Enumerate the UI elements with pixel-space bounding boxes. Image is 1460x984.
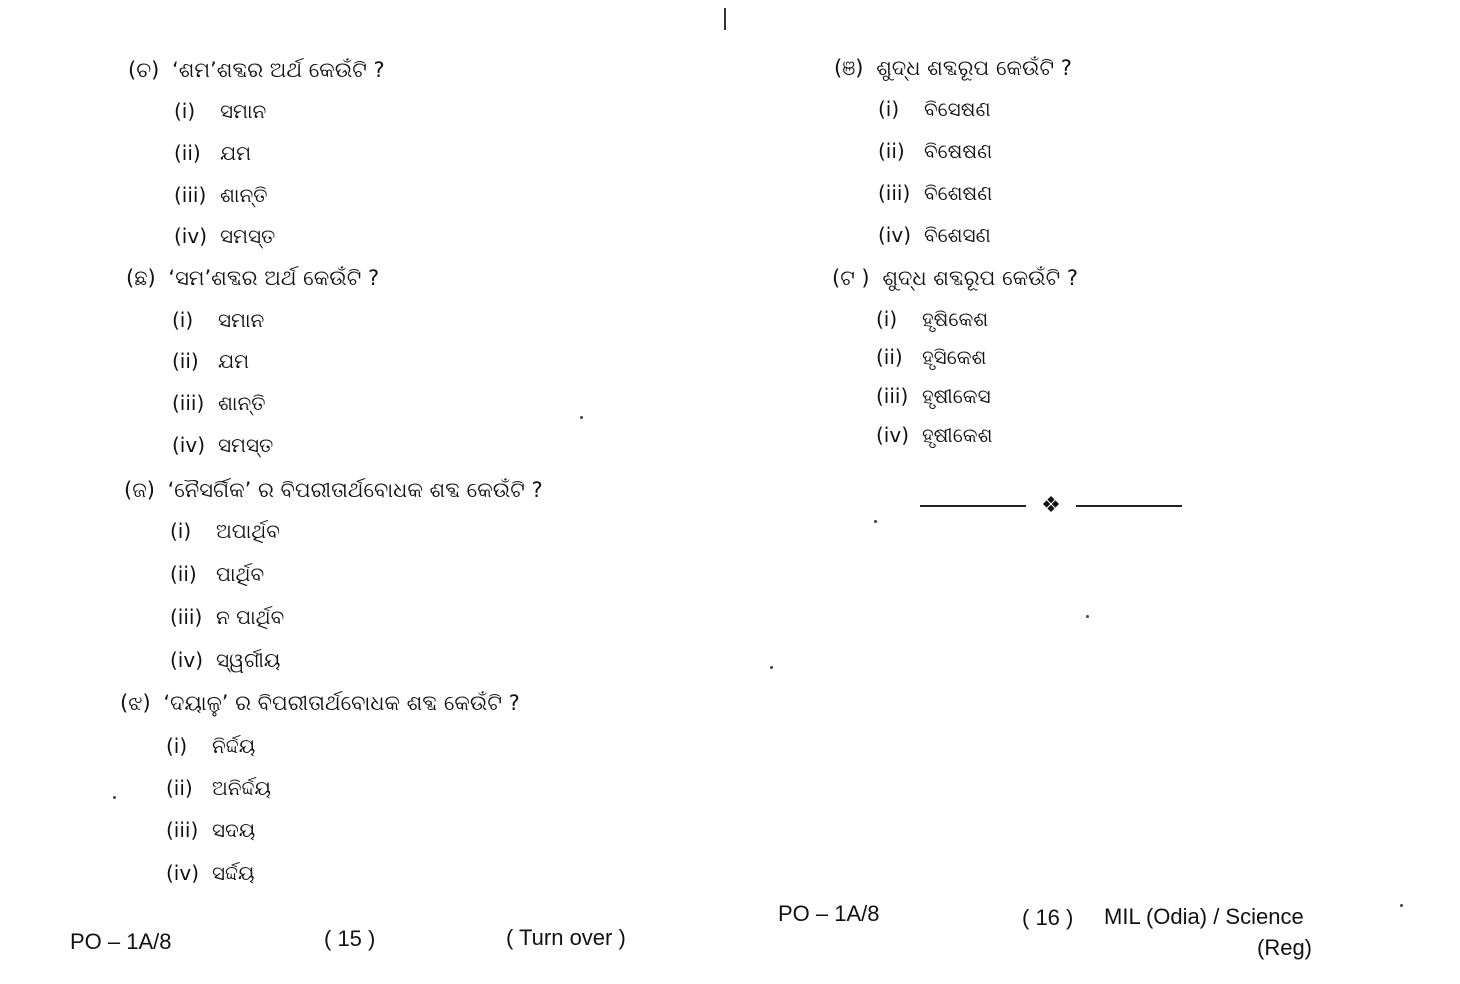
option-text: ନ ପାର୍ଥିବ [216, 605, 285, 629]
option-text: ହୃସିକେଶ [922, 345, 987, 369]
end-divider [920, 493, 1182, 519]
scan-speck [1086, 615, 1089, 618]
diamond-ornament-icon: ❖ [1041, 493, 1061, 518]
option-number: (iv) [174, 224, 207, 248]
option-number: (iii) [878, 181, 911, 205]
option-text: ହୃଷୀକେଶ [922, 423, 993, 447]
option-number: (iii) [166, 818, 199, 842]
option-number: (iii) [876, 384, 909, 408]
question-number: (ଜ) [124, 478, 155, 502]
option-text: ସ୍ୱର୍ଗୀୟ [216, 648, 281, 672]
option-text: ପାର୍ଥିବ [216, 562, 265, 586]
option-text: ସମସ୍ତ [218, 433, 274, 457]
option-text: ନିର୍ଦ୍ଦୟ [212, 734, 256, 758]
option-item [166, 859, 255, 887]
option-number: (i) [876, 307, 898, 331]
option-number: (ii) [174, 141, 201, 165]
option-number: (i) [172, 308, 194, 332]
divider-line [920, 505, 1026, 507]
option-item [170, 560, 264, 588]
option-text: ସମାନ [218, 308, 265, 332]
scan-speck [113, 796, 116, 799]
option-text: ସମସ୍ତ [220, 224, 276, 248]
option-item [170, 603, 284, 631]
option-item [876, 382, 991, 410]
option-number: (iv) [170, 648, 203, 672]
option-item [172, 431, 273, 459]
option-text: ହୃଷୀକେସ [922, 384, 991, 408]
option-text: ଯମ [220, 141, 252, 165]
option-item [878, 221, 991, 249]
option-text: ଅନିର୍ଦ୍ଦୟ [212, 776, 272, 800]
option-text: ହୃଷିକେଶ [922, 307, 989, 331]
question-text: ‘ଦୟାଳୁ’ ର ବିପରୀତାର୍ଥବୋଧକ ଶବ୍ଦ କେଉଁଟି ? [163, 691, 520, 715]
option-text: ବିଶେଷଣ [924, 181, 993, 205]
option-item [174, 222, 275, 250]
question-number: (ଚ) [128, 58, 160, 82]
footer-paper-code: PO – 1A/8 [70, 929, 172, 954]
footer-paper-code: PO – 1A/8 [778, 901, 880, 926]
footer-page-number: ( 16 ) [1022, 905, 1074, 930]
footer-regular: (Reg) [1257, 935, 1313, 960]
option-item [172, 347, 249, 375]
option-item [166, 816, 255, 844]
footer-subject: MIL (Odia) / Science [1104, 904, 1304, 929]
option-item [876, 343, 986, 371]
question-chha [126, 264, 379, 292]
option-number: (i) [166, 734, 188, 758]
option-text: ସମାନ [220, 99, 267, 123]
option-text: ବିଷେଷଣ [924, 139, 993, 163]
option-item [174, 97, 266, 125]
question-cha [128, 56, 385, 84]
option-number: (i) [878, 97, 900, 121]
scan-speck [580, 416, 583, 419]
option-number: (iii) [172, 391, 205, 415]
option-text: ବିଶେସଣ [924, 223, 991, 247]
question-text: ‘ନୈସର୍ଗିକ’ ର ବିପରୀତାର୍ଥବୋଧକ ଶବ୍ଦ କେଉଁଟି ? [167, 478, 543, 502]
option-item [876, 421, 992, 449]
divider-line [1076, 505, 1182, 507]
option-item [876, 305, 988, 333]
option-number: (ii) [878, 139, 905, 163]
option-item [172, 389, 265, 417]
option-item [878, 137, 992, 165]
question-number: (ଟ ) [832, 266, 870, 290]
option-text: ଯମ [218, 349, 250, 373]
question-text: ‘ସମ’ଶବ୍ଦର ଅର୍ଥ କେଉଁଟି ? [168, 266, 380, 290]
right-page [730, 0, 1460, 984]
question-jha [120, 689, 520, 717]
question-nya [834, 54, 1072, 82]
option-text: ଶାନ୍ତି [220, 183, 268, 207]
option-item [166, 732, 255, 760]
question-text: ‘ଶମ’ଶବ୍ଦର ଅର୍ଥ କେଉଁଟି ? [172, 58, 385, 82]
option-number: (iv) [166, 861, 199, 885]
scan-speck [770, 666, 773, 669]
question-text: ଶୁଦ୍ଧ ଶବ୍ଦରୂପ କେଉଁଟି ? [882, 266, 1078, 290]
option-text: ସର୍ଦ୍ଦୟ [212, 861, 255, 885]
option-number: (ii) [876, 345, 903, 369]
question-number: (ଞ) [834, 56, 864, 80]
option-item [878, 95, 991, 123]
option-item [172, 306, 264, 334]
option-text: ଅପାର୍ଥିବ [216, 519, 280, 543]
option-text: ଶାନ୍ତି [218, 391, 266, 415]
option-number: (iii) [170, 605, 203, 629]
option-number: (iv) [172, 433, 205, 457]
option-number: (iv) [876, 423, 909, 447]
option-text: ବିସେଷଣ [924, 97, 991, 121]
footer-turn-over: ( Turn over ) [506, 925, 626, 950]
scan-speck [1400, 904, 1403, 907]
option-item [174, 139, 251, 167]
question-text: ଶୁଦ୍ଧ ଶବ୍ଦରୂପ କେଉଁଟି ? [876, 56, 1072, 80]
option-number: (i) [170, 519, 192, 543]
option-item [174, 181, 267, 209]
option-text: ସଦୟ [212, 818, 256, 842]
question-number: (ଝ) [120, 691, 151, 715]
option-number: (ii) [172, 349, 199, 373]
option-number: (ii) [170, 562, 197, 586]
option-number: (ii) [166, 776, 193, 800]
option-number: (iv) [878, 223, 911, 247]
question-ja [124, 476, 543, 504]
option-item [170, 517, 280, 545]
scan-speck [874, 520, 877, 523]
question-number: (ଛ) [126, 266, 156, 290]
option-number: (i) [174, 99, 196, 123]
question-tta [832, 264, 1078, 292]
option-item [878, 179, 992, 207]
option-item [170, 646, 280, 674]
footer-page-number: ( 15 ) [324, 926, 376, 951]
option-number: (iii) [174, 183, 207, 207]
option-item [166, 774, 271, 802]
